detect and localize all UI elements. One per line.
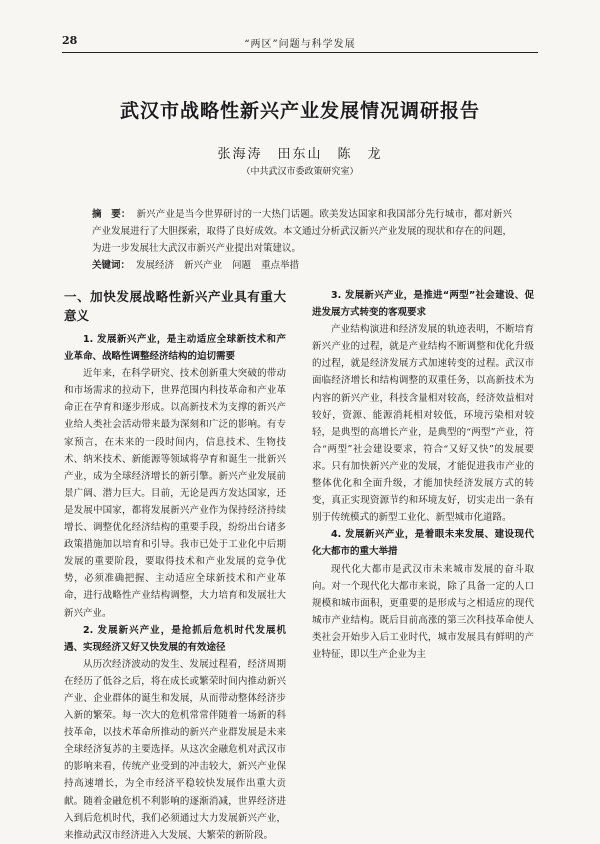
affiliation: （中共武汉市委政策研究室） bbox=[241, 167, 359, 177]
abstract-label: 摘 要： bbox=[92, 209, 131, 220]
page-header bbox=[62, 34, 538, 53]
paragraph-3: 产业结构演进和经济发展的轨迹表明，不断培育新兴产业的过程，就是产业结构不断调整和优化升级的过程，就是经济发展方式加速转变的过程。武汉市面临经济增长和结构调整的双重任务，以高新技术为内容的新兴产业，科技含量相对较高，经济效益相对较好，资源、能源消耗相对较低，环境污染相对较轻，是典型的高增长产业，是典型的“两型”产业，符合“两型”社会建设要求，符合“又好又快”的发展要求。只有加快新兴产业的发展，才能促进我市产业的整体优化和全面升级，才能加快经济发展方式的转变，真正实现资源节约和环境友好，切实走出一条有别于传统模式的新型工业化、新型城市化道路。 bbox=[312, 324, 534, 524]
paragraph-1: 近年来，在科学研究、技术创新重大突破的带动和市场需求的拉动下，世界范围内科技革命和产业革命正在孕育和逐步形成。以高新技术为支撑的新兴产业给人类社会活动带来最为深刻和广泛的影响。有专家预言，在未来的一段时间内，信息技术、生物技术、纳米技术、新能源等领域将孕育和诞生一批新兴产业，成为全球经济增长的新引擎。新兴产业发展前景广阔、潜力巨大。目前，无论是西方发达国家，还是发展中国家，都将发展新兴产业作为保持经济持续增长、调整优化经济结构的重要手段，纷纷出台诸多政策措施加以培育和引导。我市已处于工业化中后期发展的重要阶段，要取得技术和产业发展的竞争优势，必须准确把握、主动适应全球新技术和产业革命，进行战略性产业结构调整，大力培育和发展壮大新兴产业。 bbox=[64, 368, 286, 619]
subsection-heading-2: 2. 发展新兴产业，是抢抓后危机时代发展机遇、实现经济又好又快发展的有效途径 bbox=[64, 624, 286, 653]
keyword: 新兴产业 bbox=[184, 260, 223, 271]
section-heading: 一、加快发展战略性新兴产业具有重大意义 bbox=[64, 289, 286, 323]
article-title: 武汉市战略性新兴产业发展情况调研报告 bbox=[119, 100, 480, 122]
left-column bbox=[64, 287, 286, 844]
abstract bbox=[92, 206, 512, 257]
keyword: 重点举措 bbox=[261, 260, 300, 271]
abstract-text: 新兴产业是当今世界研讨的一大热门话题。欧美发达国家和我国部分先行城市，都对新兴产业发展进行了大胆探索，取得了良好成效。本文通过分析武汉新兴产业发展的现状和存在的问题，为进一步发展壮大武汉市新兴产业提出对策建议。 bbox=[92, 209, 512, 254]
subsection-heading-4: 4. 发展新兴产业，是着眼未来发展、建设现代化大都市的重大举措 bbox=[312, 529, 534, 558]
right-column bbox=[312, 287, 534, 663]
subsection-heading-3: 3. 发展新兴产业，是推进“两型”社会建设、促进发展方式转变的客观要求 bbox=[312, 290, 534, 319]
paragraph-4: 现代化大都市是武汉市未来城市发展的奋斗取向。对一个现代化大都市来说，除了具备一定的人口规模和城市面积，更重要的是形成与之相适应的现代城市产业结构。既后目前高涨的第三次科技革命使人类社会开始步入后工业时代，城市发展具有鲜明的产业特征，即以生产企业为主 bbox=[312, 563, 534, 660]
page-number: 28 bbox=[62, 34, 78, 47]
subsection-heading-1: 1. 发展新兴产业，是主动适应全球新技术和产业革命、战略性调整经济结构的迫切需要 bbox=[64, 334, 286, 363]
keyword: 发展经济 bbox=[136, 260, 175, 271]
keyword: 问题 bbox=[232, 260, 252, 271]
keywords-label: 关键词： bbox=[92, 260, 131, 271]
authors: 张海涛 田东山 陈 龙 bbox=[217, 147, 383, 162]
keywords bbox=[92, 258, 512, 274]
paragraph-2: 从历次经济波动的发生、发展过程看，经济周期在经历了低谷之后，将在成长或繁荣时间内推动新兴产业、企业群体的诞生和发展，从而带动整体经济步入新的繁荣。每一次大的危机常常伴随着一场新的科技革命，以技术革命所推动的新兴产业群发展是未来全球经济复苏的主要选择。从这次金融危机对武汉市的影响来看，传统产业受到的冲击较大，新兴产业保持高速增长，为全市经济平稳较快发展作出重大贡献。随着金融危机不利影响的逐渐消减，世界经济进入到后危机时代，我们必须通过大力发展新兴产业，来推动武汉市经济进入大发展、大繁荣的新阶段。 bbox=[64, 658, 286, 841]
running-title: “两区”问题与科学发展 bbox=[244, 39, 356, 50]
